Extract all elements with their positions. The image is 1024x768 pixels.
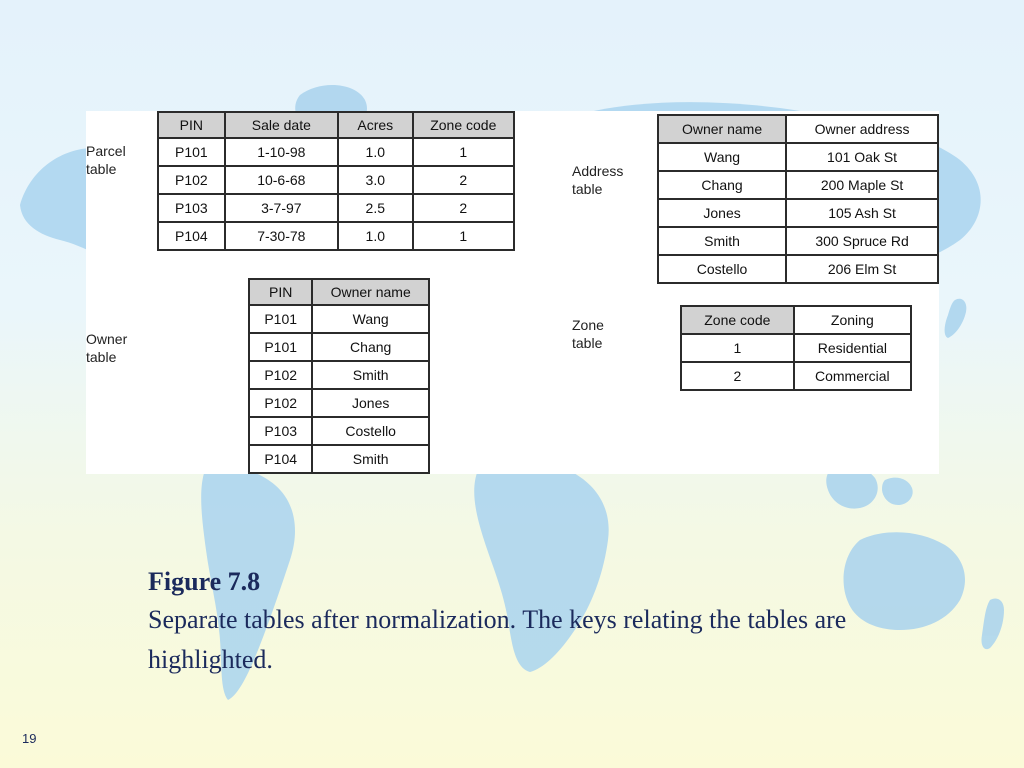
parcel-label-line1: Parcel (86, 143, 126, 159)
address-cell-owner-address: 101 Oak St (786, 143, 938, 171)
table-row (158, 166, 514, 194)
caption-title: Figure 7.8 (148, 567, 261, 596)
table-row (249, 333, 429, 361)
owner-cell-pin: P101 (249, 305, 312, 333)
address-cell-owner-name: Costello (658, 255, 786, 283)
owner-label-line2: table (86, 349, 117, 365)
table-row (681, 362, 911, 390)
address-cell-owner-address: 105 Ash St (786, 199, 938, 227)
owner-cell-pin: P103 (249, 417, 312, 445)
owner-header-pin: PIN (249, 279, 312, 305)
address-cell-owner-name: Wang (658, 143, 786, 171)
table-row (158, 138, 514, 166)
parcel-cell-sale-date: 1-10-98 (225, 138, 338, 166)
parcel-cell-zone-code: 1 (413, 222, 514, 250)
zone-header-row (681, 306, 911, 334)
parcel-cell-sale-date: 3-7-97 (225, 194, 338, 222)
zone-cell-zoning: Residential (794, 334, 911, 362)
owner-cell-owner-name: Chang (312, 333, 429, 361)
address-cell-owner-address: 200 Maple St (786, 171, 938, 199)
figure-caption (148, 566, 908, 680)
parcel-header-pin: PIN (158, 112, 225, 138)
owner-cell-owner-name: Smith (312, 445, 429, 473)
zone-table-label (572, 316, 604, 352)
table-row (658, 143, 938, 171)
slide-number: 19 (22, 731, 37, 746)
table-row (158, 222, 514, 250)
zone-label-line2: table (572, 335, 603, 351)
parcel-cell-zone-code: 2 (413, 194, 514, 222)
parcel-cell-zone-code: 1 (413, 138, 514, 166)
owner-cell-pin: P102 (249, 361, 312, 389)
table-row (681, 334, 911, 362)
zone-cell-zoning: Commercial (794, 362, 911, 390)
parcel-cell-acres: 1.0 (338, 138, 413, 166)
parcel-cell-sale-date: 7-30-78 (225, 222, 338, 250)
table-row (658, 255, 938, 283)
map-se-asia-2 (882, 478, 913, 505)
address-header-row (658, 115, 938, 143)
parcel-cell-acres: 3.0 (338, 166, 413, 194)
owner-cell-owner-name: Wang (312, 305, 429, 333)
zone-header-zoning: Zoning (794, 306, 911, 334)
owner-cell-pin: P101 (249, 333, 312, 361)
owner-header-row (249, 279, 429, 305)
parcel-table-label (86, 142, 126, 178)
address-cell-owner-name: Chang (658, 171, 786, 199)
owner-label-line1: Owner (86, 331, 128, 347)
owner-cell-owner-name: Smith (312, 361, 429, 389)
owner-cell-pin: P104 (249, 445, 312, 473)
table-row (658, 199, 938, 227)
zone-header-zone-code: Zone code (681, 306, 794, 334)
table-row (658, 171, 938, 199)
parcel-cell-sale-date: 10-6-68 (225, 166, 338, 194)
zone-cell-zone-code: 1 (681, 334, 794, 362)
parcel-table (157, 111, 515, 251)
parcel-header-row (158, 112, 514, 138)
zone-label-line1: Zone (572, 317, 604, 333)
address-cell-owner-address: 300 Spruce Rd (786, 227, 938, 255)
parcel-header-zone-code: Zone code (413, 112, 514, 138)
address-label-line1: Address (572, 163, 624, 179)
address-cell-owner-name: Jones (658, 199, 786, 227)
address-table-label (572, 162, 623, 198)
owner-table-label (86, 330, 127, 366)
parcel-header-acres: Acres (338, 112, 413, 138)
owner-cell-owner-name: Jones (312, 389, 429, 417)
map-japan (945, 299, 967, 338)
table-row (249, 361, 429, 389)
parcel-cell-acres: 1.0 (338, 222, 413, 250)
table-row (249, 417, 429, 445)
owner-table (248, 278, 430, 474)
address-header-owner-address: Owner address (786, 115, 938, 143)
address-cell-owner-name: Smith (658, 227, 786, 255)
owner-cell-pin: P102 (249, 389, 312, 417)
table-row (249, 389, 429, 417)
address-label-line2: table (572, 181, 603, 197)
table-row (658, 227, 938, 255)
parcel-cell-pin: P104 (158, 222, 225, 250)
owner-header-owner-name: Owner name (312, 279, 429, 305)
address-cell-owner-address: 206 Elm St (786, 255, 938, 283)
table-row (249, 305, 429, 333)
parcel-header-sale-date: Sale date (225, 112, 338, 138)
zone-cell-zone-code: 2 (681, 362, 794, 390)
parcel-label-line2: table (86, 161, 117, 177)
parcel-cell-pin: P103 (158, 194, 225, 222)
parcel-cell-pin: P102 (158, 166, 225, 194)
address-header-owner-name: Owner name (658, 115, 786, 143)
owner-cell-owner-name: Costello (312, 417, 429, 445)
address-table (657, 114, 939, 284)
parcel-cell-pin: P101 (158, 138, 225, 166)
parcel-cell-acres: 2.5 (338, 194, 413, 222)
table-row (158, 194, 514, 222)
caption-text: Separate tables after normalization. The keys relating the tables are highlighted. (148, 605, 847, 674)
zone-table (680, 305, 912, 391)
map-new-zealand (981, 598, 1004, 649)
table-row (249, 445, 429, 473)
parcel-cell-zone-code: 2 (413, 166, 514, 194)
